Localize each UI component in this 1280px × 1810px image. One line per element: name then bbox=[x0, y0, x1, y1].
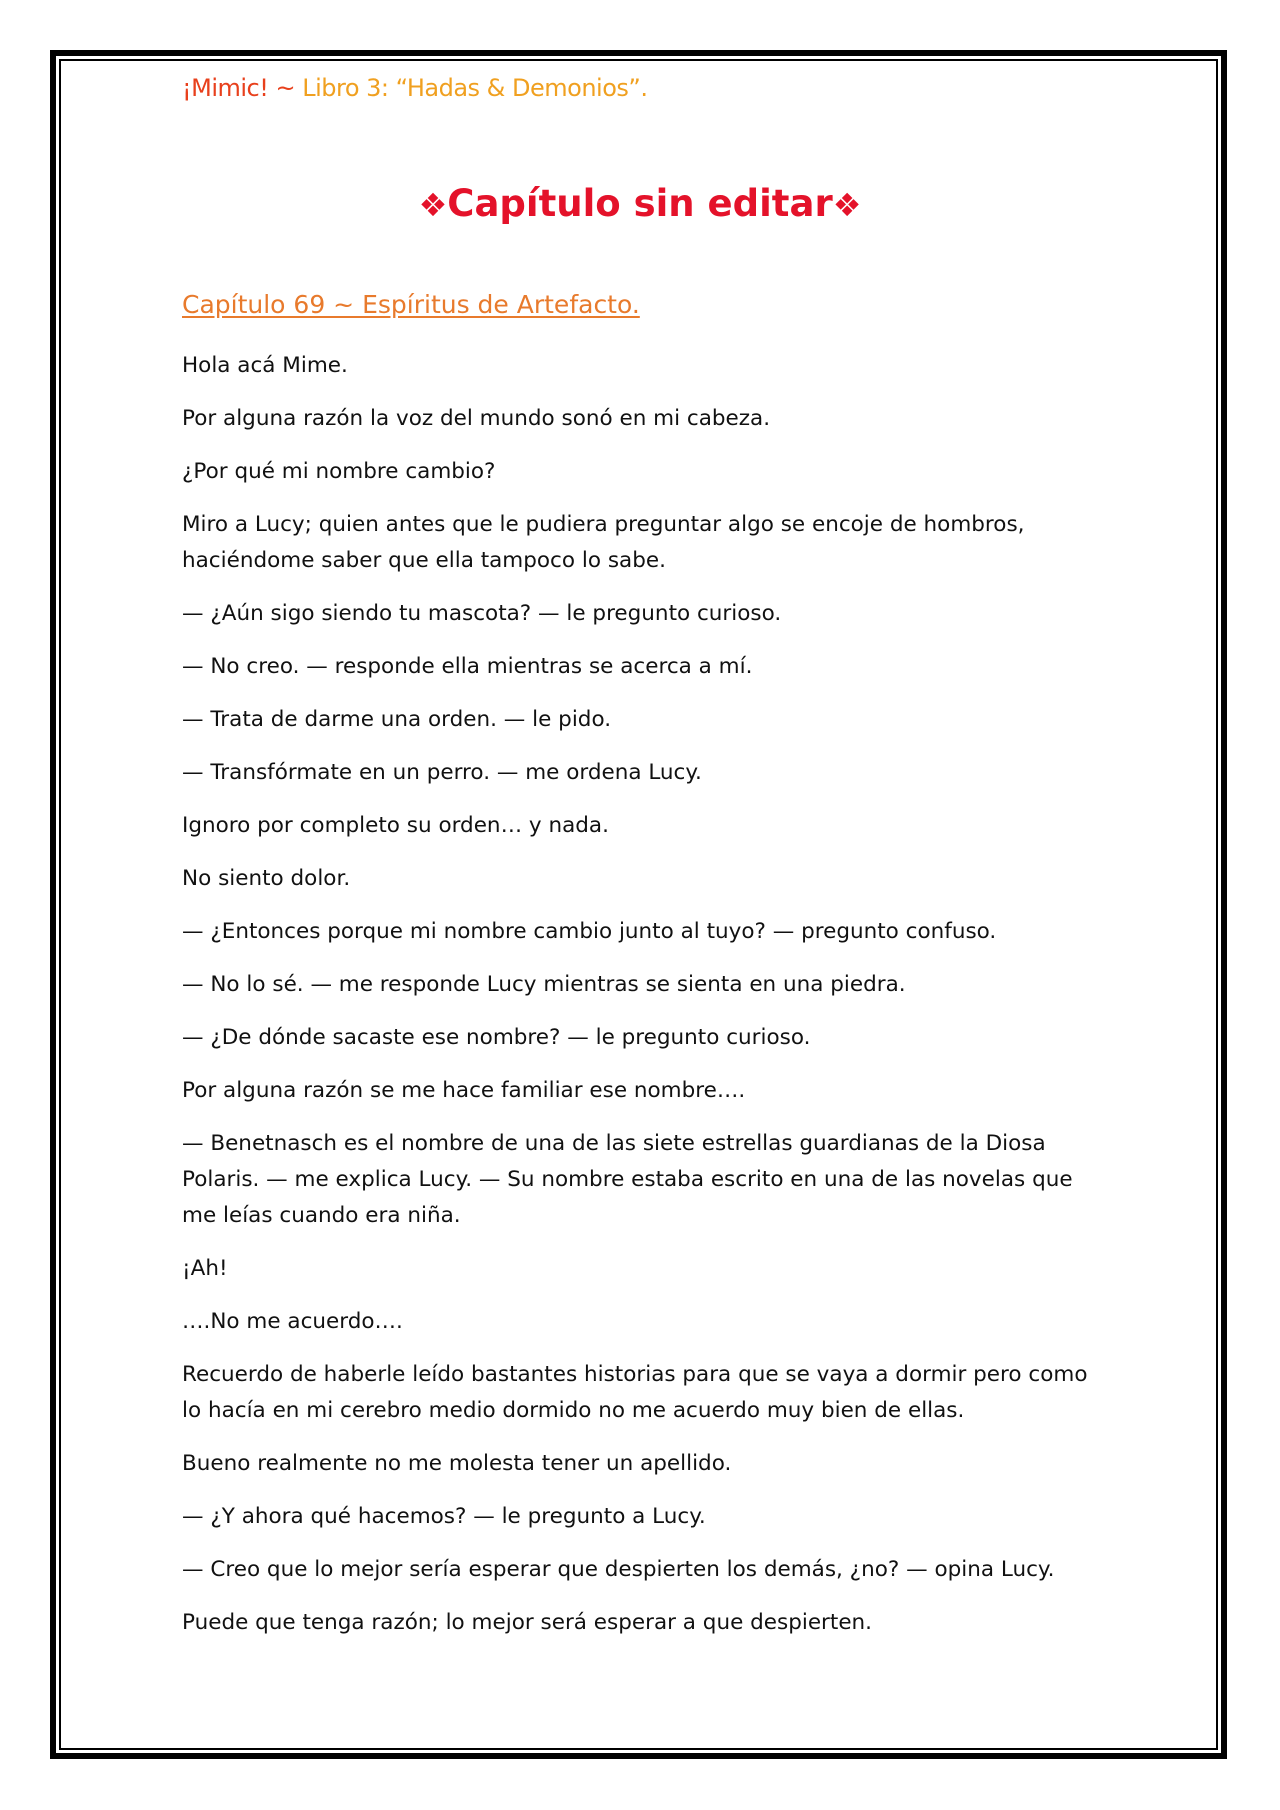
chapter-body bbox=[182, 348, 1112, 1658]
paragraph: Puede que tenga razón; lo mejor será esperar a que despierten. bbox=[182, 1610, 873, 1635]
diamond-icon: ❖ bbox=[418, 186, 448, 224]
paragraph: ¡Ah! bbox=[182, 1256, 228, 1281]
unedited-chapter-heading bbox=[0, 182, 1280, 225]
diamond-icon: ❖ bbox=[832, 186, 862, 224]
paragraph: ¿Por qué mi nombre cambio? bbox=[182, 459, 496, 484]
paragraph: — ¿Aún sigo siendo tu mascota? — le pregunto curioso. bbox=[182, 601, 782, 626]
paragraph: ….No me acuerdo…. bbox=[182, 1309, 403, 1334]
paragraph: — Benetnasch es el nombre de una de las siete estrellas guardianas de la Diosa Polaris. — me explica Lucy. — Su nombre estaba escrito en una de las novelas que me leías cuando era niña. bbox=[182, 1131, 1073, 1228]
paragraph: — ¿Y ahora qué hacemos? — le pregunto a Lucy. bbox=[182, 1504, 706, 1529]
paragraph: — No creo. — responde ella mientras se acerca a mí. bbox=[182, 654, 753, 679]
paragraph: No siento dolor. bbox=[182, 866, 351, 891]
running-header bbox=[182, 74, 647, 102]
paragraph: Bueno realmente no me molesta tener un apellido. bbox=[182, 1451, 732, 1476]
paragraph: — No lo sé. — me responde Lucy mientras se sienta en una piedra. bbox=[182, 972, 906, 997]
paragraph: Por alguna razón se me hace familiar ese nombre…. bbox=[182, 1078, 746, 1103]
paragraph: Por alguna razón la voz del mundo sonó en mi cabeza. bbox=[182, 406, 771, 431]
header-book: Libro 3: “Hadas & Demonios”. bbox=[302, 74, 648, 102]
paragraph: — Trata de darme una orden. — le pido. bbox=[182, 707, 612, 732]
paragraph: Miro a Lucy; quien antes que le pudiera preguntar algo se encoje de hombros, haciéndome saber que ella tampoco lo sabe. bbox=[182, 512, 1025, 573]
unedited-chapter-text: Capítulo sin editar bbox=[447, 182, 833, 225]
paragraph: — ¿Entonces porque mi nombre cambio junto al tuyo? — pregunto confuso. bbox=[182, 919, 997, 944]
paragraph: — Transfórmate en un perro. — me ordena Lucy. bbox=[182, 760, 702, 785]
paragraph: Hola acá Mime. bbox=[182, 353, 348, 378]
paragraph: — ¿De dónde sacaste ese nombre? — le pregunto curioso. bbox=[182, 1025, 811, 1050]
header-series: ¡Mimic! ~ bbox=[182, 74, 303, 102]
paragraph: Ignoro por completo su orden… y nada. bbox=[182, 813, 609, 838]
paragraph: — Creo que lo mejor sería esperar que despierten los demás, ¿no? — opina Lucy. bbox=[182, 1557, 1055, 1582]
paragraph: Recuerdo de haberle leído bastantes historias para que se vaya a dormir pero como lo hacía en mi cerebro medio dormido no me acuerdo muy bien de ellas. bbox=[182, 1362, 1088, 1423]
chapter-title: Capítulo 69 ~ Espíritus de Artefacto. bbox=[182, 290, 640, 319]
